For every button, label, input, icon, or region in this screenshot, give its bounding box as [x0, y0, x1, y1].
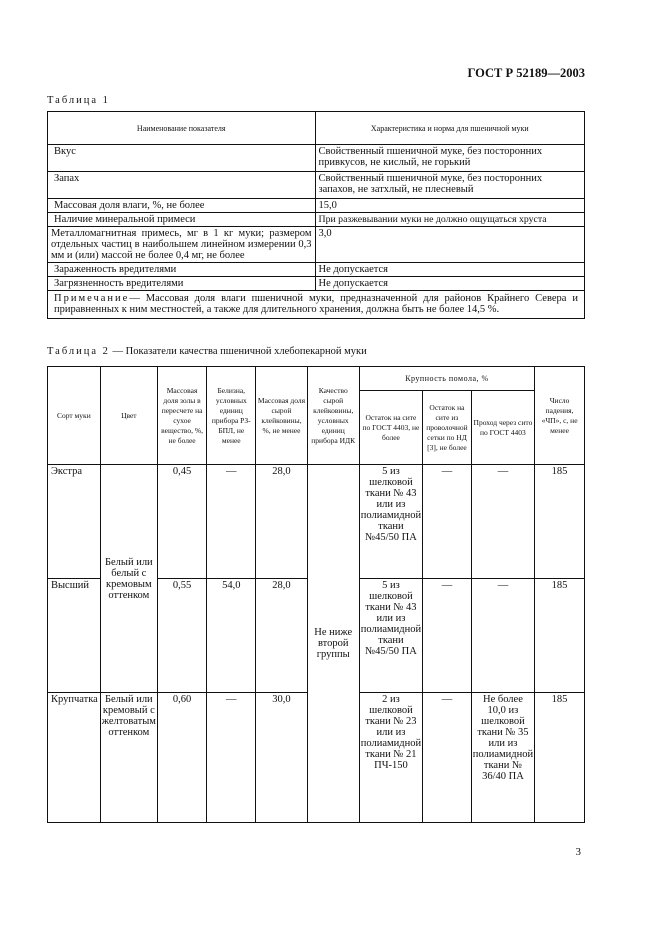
table2-caption-text: — Показатели качества пшеничной хлебопекарной муки	[109, 346, 367, 357]
table-row	[48, 199, 585, 213]
indicator-cell: Массовая доля влаги, %, не более	[48, 199, 316, 213]
page-number: 3	[575, 846, 581, 858]
gluten-cell: 28,0	[256, 465, 307, 579]
pass-gost-cell: —	[471, 465, 534, 579]
header-falling-number: Число падения, «ЧП», с, не менее	[535, 367, 585, 465]
norm-cell: 3,0	[315, 227, 584, 263]
header-grade: Сорт муки	[48, 367, 101, 465]
ash-cell: 0,55	[157, 579, 206, 693]
residue-wire-cell: —	[423, 465, 472, 579]
header-color: Цвет	[100, 367, 157, 465]
table2-caption	[47, 346, 367, 357]
pass-gost-cell: —	[471, 579, 534, 693]
norm-cell: При разжевывании муки не должно ощущаться хруста	[315, 213, 584, 227]
residue-gost-cell: 5 из шелковой ткани № 43 или из полиамидной ткани №45/50 ПА	[359, 579, 422, 693]
grade-cell: Высший	[48, 579, 101, 693]
residue-wire-cell: —	[423, 579, 472, 693]
norm-cell: Свойственный пшеничной муке, без посторонних запахов, не затхлый, не плесневый	[315, 172, 584, 199]
gluten-quality-cell: Не ниже второй группы	[307, 465, 359, 823]
gluten-cell: 30,0	[256, 693, 307, 823]
indicator-cell: Зараженность вредителями	[48, 263, 316, 277]
whiteness-cell: —	[207, 693, 256, 823]
grade-cell: Экстра	[48, 465, 101, 579]
table-row	[48, 277, 585, 291]
header-gluten: Массовая доля сырой клейковины, %, не менее	[256, 367, 307, 465]
table1-header-row	[48, 112, 585, 145]
table-row	[48, 465, 585, 579]
ash-cell: 0,60	[157, 693, 206, 823]
header-gluten-quality: Качество сырой клейковины, условных единиц прибора ИДК	[307, 367, 359, 465]
gluten-cell: 28,0	[256, 579, 307, 693]
color-cell: Белый или белый с кремовым оттенком	[100, 465, 157, 693]
residue-gost-cell: 2 из шелковой ткани № 23 или из полиамидной ткани № 21 ПЧ-150	[359, 693, 422, 823]
residue-wire-cell: —	[423, 693, 472, 823]
falling-number-cell: 185	[535, 579, 585, 693]
header-pass-gost: Проход через сито по ГОСТ 4403	[471, 391, 534, 465]
whiteness-cell: 54,0	[207, 579, 256, 693]
table1-caption: Таблица 1	[47, 95, 110, 106]
header-residue-gost: Остаток на сите по ГОСТ 4403, не более	[359, 391, 422, 465]
norm-cell: 15,0	[315, 199, 584, 213]
table1-note-row	[48, 291, 585, 319]
standard-number: ГОСТ Р 52189—2003	[467, 66, 585, 80]
header-residue-wire: Остаток на сите из проволочной сетки по НД [3], не более	[423, 391, 472, 465]
grade-cell: Крупчатка	[48, 693, 101, 823]
indicator-cell: Металломагнитная примесь, мг в 1 кг муки; размером отдельных частиц в наибольшем линейном измерении 0,3 мм и (или) массой не более 0,4 мг, не более	[48, 227, 316, 263]
indicator-cell: Вкус	[48, 145, 316, 172]
header-whiteness: Белизна, условных единиц прибора РЗ-БПЛ, не менее	[207, 367, 256, 465]
table2	[47, 366, 585, 823]
falling-number-cell: 185	[535, 693, 585, 823]
indicator-cell: Наличие минеральной примеси	[48, 213, 316, 227]
whiteness-cell: —	[207, 465, 256, 579]
table-row	[48, 227, 585, 263]
table-row	[48, 145, 585, 172]
header-fineness: Крупность помола, %	[359, 367, 534, 391]
table2-header-row	[48, 367, 585, 391]
table1-note	[48, 291, 585, 319]
table1-col-header: Характеристика и норма для пшеничной муки	[315, 112, 584, 145]
table2-caption-label: Таблица 2	[47, 346, 110, 357]
table-row	[48, 213, 585, 227]
indicator-cell: Запах	[48, 172, 316, 199]
note-text: — Массовая доля влаги пшеничной муки, предназначенной для районов Крайнего Севера и приравненных к ним местностей, а также для длительного хранения, должна быть не более 14,5 %.	[54, 293, 578, 315]
header-ash: Массовая доля золы в пересчете на сухое вещество, %, не более	[157, 367, 206, 465]
note-label: Примечание	[54, 293, 130, 304]
table1	[47, 111, 585, 319]
color-cell: Белый или кремовый с желтоватым оттенком	[100, 693, 157, 823]
norm-cell: Не допускается	[315, 277, 584, 291]
table-row	[48, 263, 585, 277]
table-row	[48, 172, 585, 199]
residue-gost-cell: 5 из шелковой ткани № 43 или из полиамидной ткани №45/50 ПА	[359, 465, 422, 579]
norm-cell: Не допускается	[315, 263, 584, 277]
indicator-cell: Загрязненность вредителями	[48, 277, 316, 291]
pass-gost-cell: Не более 10,0 из шелковой ткани № 35 или из полиамидной ткани № 36/40 ПА	[471, 693, 534, 823]
falling-number-cell: 185	[535, 465, 585, 579]
ash-cell: 0,45	[157, 465, 206, 579]
table1-col-header: Наименование показателя	[48, 112, 316, 145]
norm-cell: Свойственный пшеничной муке, без посторонних привкусов, не кислый, не горький	[315, 145, 584, 172]
